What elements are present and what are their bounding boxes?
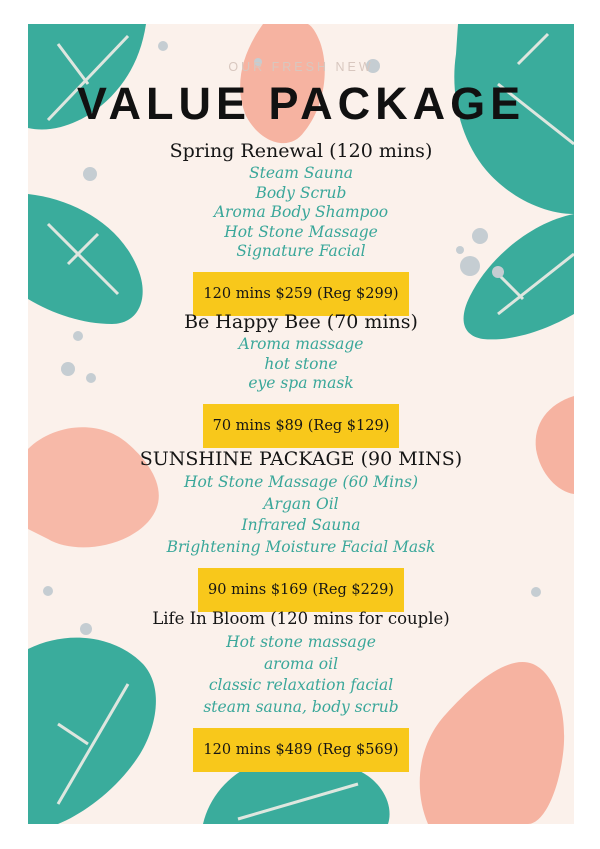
package-item: Aroma Body Shampoo	[213, 203, 389, 221]
package-item: Body Scrub	[255, 183, 347, 202]
package-items	[28, 164, 574, 262]
package-item: Hot stone massage	[226, 633, 376, 651]
price-badge: 120 mins $259 (Reg $299)	[193, 272, 408, 316]
package-name: Be Happy Bee (70 mins)	[184, 311, 418, 333]
price-badge: 120 mins $489 (Reg $569)	[193, 728, 408, 772]
package-sunshine	[28, 446, 574, 612]
package-item: Infrared Sauna	[241, 516, 361, 534]
package-item: classic relaxation facial	[208, 676, 394, 694]
package-name: Life In Bloom (120 mins for couple)	[152, 609, 450, 628]
package-item: Brightening Moisture Facial Mask	[166, 537, 436, 556]
package-name: Spring Renewal (120 mins)	[169, 140, 433, 162]
package-spring-renewal	[28, 138, 574, 316]
menu-content	[28, 24, 574, 824]
package-items	[28, 632, 574, 718]
package-name: SUNSHINE PACKAGE (90 MINS)	[139, 448, 463, 470]
package-item: Signature Facial	[236, 242, 366, 260]
package-item: Steam Sauna	[249, 164, 353, 182]
menu-poster	[28, 24, 574, 824]
price-badge: 90 mins $169 (Reg $229)	[198, 568, 404, 612]
kicker-text: OUR FRESH NEW	[228, 60, 374, 74]
package-life-in-bloom	[28, 606, 574, 772]
package-item: Aroma massage	[238, 335, 364, 353]
package-item: aroma oil	[263, 654, 339, 673]
price-badge: 70 mins $89 (Reg $129)	[203, 404, 400, 448]
package-item: eye spa mask	[248, 374, 354, 392]
page-title: VALUE PACKAGE	[76, 78, 526, 129]
package-items	[28, 335, 574, 394]
package-be-happy-bee	[28, 309, 574, 448]
package-item: Hot Stone Massage (60 Mins)	[183, 473, 419, 491]
package-item: hot stone	[264, 354, 338, 373]
package-item: Argan Oil	[263, 494, 339, 513]
package-item: Hot Stone Massage	[224, 222, 378, 241]
package-items	[28, 472, 574, 558]
package-item: steam sauna, body scrub	[203, 697, 399, 716]
